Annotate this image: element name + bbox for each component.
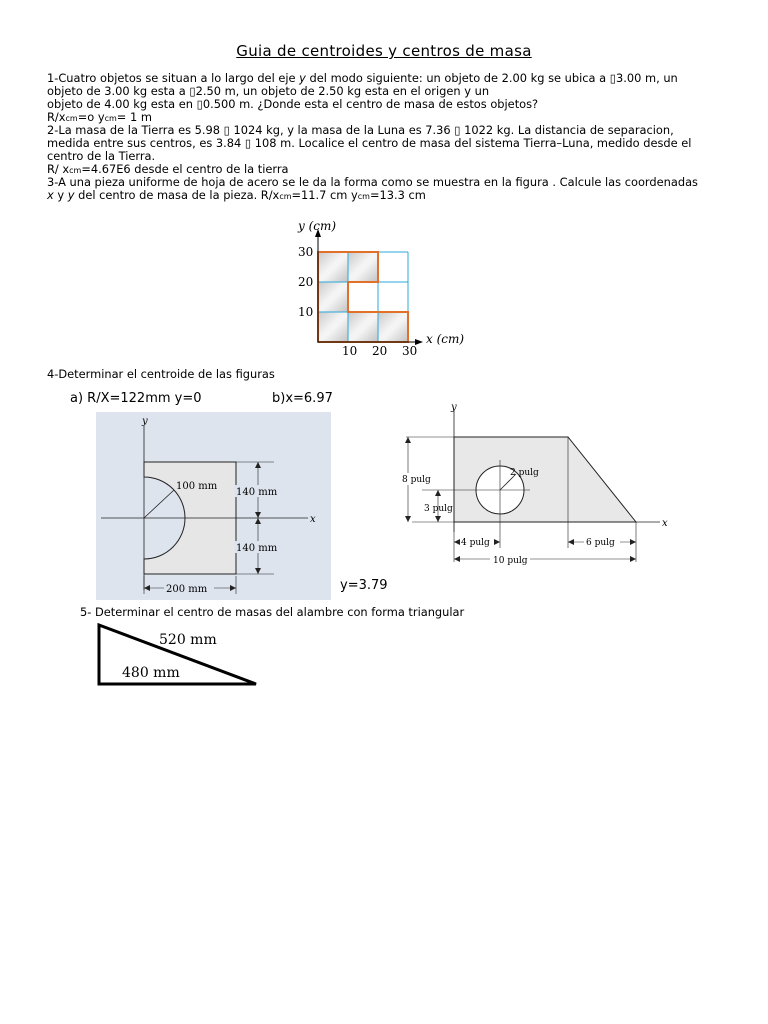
trapezoid-hole-figure [398,402,688,572]
hypotenuse-label: 520 mm [159,632,217,648]
steel-cells [318,252,408,342]
y-tick: 30 [298,245,314,259]
p2-line2: medida entre sus centros, es 3.84 ▯ 108 m. Localice el centro de masa del sistema Tierra–Luna, medido desde el [47,136,692,150]
hole-height-label: 3 pulg [424,504,453,514]
slope-label: 6 pulg [586,538,615,548]
x-tick: 10 [342,344,358,358]
p4-answer-b: b)x=6.97 [272,391,333,406]
p3-line1: 3-A una pieza uniforme de hoja de acero se le da la forma como se muestra en la figura . Calcule las coordenadas [47,175,698,189]
y-tick: 20 [298,275,314,289]
y-tick: 10 [298,305,314,319]
p1-line2: objeto de 3.00 kg esta a ▯2.50 m, un objeto de 2.50 kg esta en el origen y un [47,84,490,98]
p5-heading: 5- Determinar el centro de masas del alambre con forma triangular [80,605,465,619]
base-label: 10 pulg [493,556,528,566]
p3-line2: x y y del centro de masa de la pieza. R/xcm=11.7 cm ycm=13.3 cm [47,188,426,202]
p2-line1: 2-La masa de la Tierra es 5.98 ▯ 1024 kg, y la masa de la Luna es 7.36 ▯ 1022 kg. La distancia de separacion, [47,123,674,137]
dim-width-label: 200 mm [166,584,208,595]
x-tick: 30 [402,344,418,358]
p1-line1: 1-Cuatro objetos se situan a lo largo del eje y del modo siguiente: un objeto de 2.00 kg se ubica a ▯3.00 m, un [47,71,678,85]
p1-answer: R/xcm=o ycm= 1 m [47,110,152,124]
p4-answer-y: y=3.79 [340,578,388,593]
x-axis-label: x (cm) [426,332,465,346]
side-label: 480 mm [122,665,180,681]
x-axis-label: x [662,518,668,529]
p4-heading: 4-Determinar el centroide de las figuras [47,367,275,381]
y-axis-label: y [142,416,148,427]
dim-bottom-label: 140 mm [236,543,278,554]
p2-line3: centro de la Tierra. [47,149,156,163]
radius-label: 2 pulg [510,468,539,478]
semicircle-cutout-figure [96,412,331,600]
triangular-wire-figure [94,622,264,688]
steel-sheet-figure [280,215,500,360]
x-tick: 20 [372,344,388,358]
p4-answer-a: a) R/X=122mm y=0 [70,391,202,406]
page-title: Guia de centroides y centros de masa [236,42,532,60]
dim-top-label: 140 mm [236,487,278,498]
y-axis-label: y (cm) [298,219,337,233]
x-axis-label: x [310,514,316,525]
radius-label: 100 mm [176,481,218,492]
p1-line3: objeto de 4.00 kg esta en ▯0.500 m. ¿Donde esta el centro de masa de estos objetos? [47,97,539,111]
hole-x-label: 4 pulg [461,538,490,548]
height-label: 8 pulg [402,475,431,485]
y-axis-label: y [451,402,457,413]
p2-answer: R/ xcm=4.67E6 desde el centro de la tierra [47,162,289,176]
